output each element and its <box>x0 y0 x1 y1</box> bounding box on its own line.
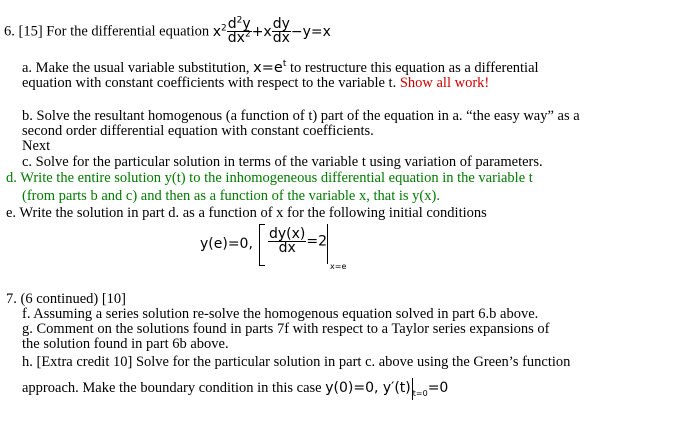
q6-number: 6. <box>4 23 15 40</box>
q6-equation: $x^2$ $\frac{d^2y}{dx^2}$ +x $\frac{dy}{dx}$ −y=x <box>212 15 331 46</box>
q7-part-g-line1: g. Comment on the solutions found in parts 7f with respect to a Taylor series expansions of <box>22 321 550 337</box>
q7-part-h-line1: h. [Extra credit 10] Solve for the particular solution in part c. above using the Green’s function <box>22 354 571 370</box>
q6-part-c: c. Solve for the particular solution in terms of the variable t using variation of parameters. <box>22 154 543 170</box>
initial-condition-y: y(e)=0, <box>200 236 253 252</box>
ic-eval-point: x=e <box>330 262 347 271</box>
initial-condition-derivative: $\frac{dy(x)}{dx}$ =2 <box>269 226 328 256</box>
show-work-note: Show all work! <box>399 75 490 91</box>
q7-part-h-line2: approach. Make the boundary condition in this case y(0)=0, y′(t) $_{t=0}$=0 <box>22 378 448 400</box>
q7-header: 7. (6 continued) [10] <box>6 291 126 307</box>
substitution: $x=e^t$ <box>253 59 287 76</box>
q6-part-b-line2: second order differential equation with constant coefficients. <box>22 123 374 139</box>
q6-next: Next <box>22 138 51 154</box>
q7-part-g-line2: the solution found in part 6b above. <box>22 336 229 352</box>
q6-part-d-line2: (from parts b and c) and then as a function of the variable x, that is y(x). <box>22 188 440 204</box>
boundary-condition: y(0)=0, y′(t) $_{t=0}$=0 <box>325 380 448 396</box>
q6-points: [15] <box>18 23 43 40</box>
q6-part-e: e. Write the solution in part d. as a function of x for the following initial conditions <box>6 205 487 221</box>
q6-header <box>4 15 331 46</box>
q6-intro: For the differential equation <box>46 23 210 40</box>
q7-part-f: f. Assuming a series solution re-solve the homogenous equation solved in part 6.b above. <box>22 306 539 322</box>
q6-part-b-line1: b. Solve the resultant homogenous (a function of t) part of the equation in a. “the easy way” as a <box>22 108 580 124</box>
q6-part-d-line1: d. Write the entire solution y(t) to the inhomogeneous differential equation in the variable t <box>6 170 533 186</box>
q6-part-a-line1: a. Make the usual variable substitution, $x=e^t$ to restructure this equation as a differential <box>22 59 539 76</box>
q6-part-a-line2: equation with constant coefficients with respect to the variable t. Show all work! <box>22 75 490 91</box>
ic-left-bracket <box>259 224 265 266</box>
ic-right-bar <box>327 224 328 264</box>
